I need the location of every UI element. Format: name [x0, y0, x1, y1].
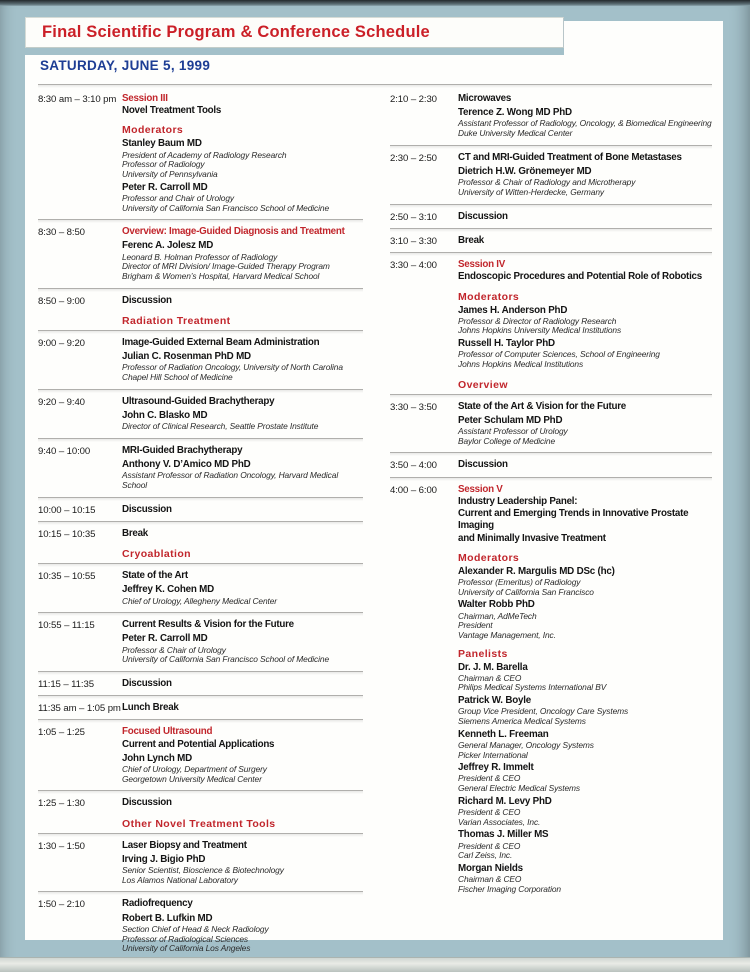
session-title: and Minimally Invasive Treatment — [458, 532, 606, 544]
speaker — [122, 584, 363, 606]
speaker — [458, 107, 712, 139]
time-range: 2:10 – 2:30 — [390, 94, 437, 105]
row-body — [122, 619, 363, 666]
time-range: 8:30 – 8:50 — [38, 227, 85, 239]
speaker-name: Ferenc A. Jolesz MD — [122, 240, 214, 252]
speaker-role: Los Alamos National Laboratory — [122, 874, 238, 885]
speaker-role: Varian Associates, Inc. — [458, 816, 541, 827]
time-range: 11:15 – 11:35 — [38, 678, 94, 690]
speaker-role: Professor & Director of Radiology Research — [458, 315, 617, 326]
time-range: 1:50 – 2:10 — [38, 899, 85, 911]
session-title-red: Session IV — [458, 259, 506, 271]
speaker-name: Russell H. Taylor PhD — [458, 338, 555, 350]
speaker-role: Chairman, AdMeTech — [458, 610, 537, 621]
speaker-role: University of Witten-Herdecke, Germany — [458, 186, 604, 197]
session-title: State of the Art — [122, 570, 188, 582]
schedule-block — [38, 438, 363, 497]
speaker — [458, 796, 712, 828]
speaker-role: Chief of Urology, Allegheny Medical Center — [122, 595, 278, 606]
row-body — [122, 226, 363, 282]
speaker-role: Assistant Professor of Urology — [458, 426, 568, 437]
time-range: 11:35 am – 1:05 pm — [38, 703, 121, 715]
speaker-role: Philips Medical Systems International BV — [458, 682, 607, 693]
schedule-row — [390, 481, 712, 901]
speaker-role: Chairman & CEO — [458, 672, 522, 683]
speaker-role: Vantage Management, Inc. — [458, 629, 556, 640]
speaker-role: University of California San Francisco School of Medicine — [122, 654, 330, 665]
time-range: 2:50 – 3:10 — [390, 211, 437, 223]
schedule-row — [390, 256, 712, 376]
section-heading: Cryoablation — [122, 548, 191, 561]
speaker-role: Professor & Chair of Radiology and Microtherapy — [458, 177, 636, 188]
speaker — [458, 729, 712, 761]
title-box — [25, 17, 564, 48]
row-body — [122, 570, 363, 607]
speaker-role: Assistant Professor of Radiology, Oncology, & Biomedical Engineering — [458, 118, 712, 129]
speaker-role: Georgetown University Medical Center — [122, 773, 262, 784]
speaker-name: Julian C. Rosenman PhD MD — [122, 351, 251, 363]
time-range: 1:30 – 1:50 — [38, 840, 85, 852]
session-title: Break — [458, 234, 484, 246]
time-range: 3:50 – 4:00 — [390, 460, 437, 472]
speaker-role: Senior Scientist, Bioscience & Biotechnology — [122, 865, 284, 876]
schedule-row — [38, 699, 363, 719]
speaker-role: President & CEO — [458, 806, 521, 817]
speaker-name: Stanley Baum MD — [122, 138, 202, 150]
row-body — [122, 678, 363, 690]
date-heading: SATURDAY, JUNE 5, 1999 — [40, 58, 211, 73]
schedule-block — [38, 389, 363, 438]
session-title: Break — [122, 527, 148, 539]
row-body — [458, 93, 712, 140]
speaker-name: Kenneth L. Freeman — [458, 728, 549, 740]
row-body — [122, 797, 363, 809]
schedule-block — [38, 818, 363, 892]
session-title: CT and MRI-Guided Treatment of Bone Metastases — [458, 151, 682, 163]
schedule-row — [38, 794, 363, 814]
schedule-block — [38, 315, 363, 389]
speaker-role: Duke University Medical Center — [458, 128, 573, 139]
page-title: Final Scientific Program & Conference Schedule — [42, 23, 430, 41]
schedule-column-left — [38, 90, 363, 960]
page-sheet-top-right — [564, 21, 723, 61]
speaker — [122, 913, 363, 954]
speaker-role: Leonard B. Holman Professor of Radiology — [122, 251, 278, 262]
time-range: 9:40 – 10:00 — [38, 445, 91, 457]
schedule-row — [38, 501, 363, 521]
speaker-role: University of California San Francisco School of Medicine — [122, 202, 330, 213]
session-title: Radiofrequency — [122, 898, 193, 910]
schedule-row — [38, 895, 363, 959]
session-title: Lunch Break — [122, 702, 179, 714]
session-title: Image-Guided External Beam Administration — [122, 336, 320, 348]
schedule-block — [38, 612, 363, 671]
time-range: 3:30 – 4:00 — [390, 260, 437, 272]
schedule-row — [38, 723, 363, 790]
schedule-row — [390, 208, 712, 228]
speaker-name: Patrick W. Boyle — [458, 695, 532, 707]
schedule-row — [390, 456, 712, 476]
speaker-name: Jeffrey K. Cohen MD — [122, 584, 215, 596]
schedule-block — [390, 90, 712, 145]
time-range: 8:50 – 9:00 — [38, 295, 85, 307]
time-range: 3:30 – 3:50 — [390, 401, 437, 413]
speaker-role: Professor & Chair of Urology — [122, 644, 226, 655]
schedule-row — [38, 567, 363, 612]
session-title: Novel Treatment Tools — [122, 105, 222, 117]
schedule-block — [38, 90, 363, 219]
speaker — [458, 599, 712, 640]
group-label: Moderators — [458, 290, 520, 303]
session-title: Discussion — [122, 677, 172, 689]
schedule-row — [38, 837, 363, 892]
speaker-role: University of Pennsylvania — [122, 169, 218, 180]
schedule-block — [38, 891, 363, 959]
session-title: Endoscopic Procedures and Potential Role of Robotics — [458, 271, 702, 283]
speaker-role: President & CEO — [458, 773, 521, 784]
speaker-role: University of California San Francisco — [458, 586, 594, 597]
speaker — [122, 240, 363, 281]
session-title: Discussion — [458, 210, 508, 222]
session-title: Current Results & Vision for the Future — [122, 619, 294, 631]
schedule-row — [38, 675, 363, 695]
speaker — [122, 410, 363, 432]
schedule-block — [38, 790, 363, 814]
speaker-role: Carl Zeiss, Inc. — [458, 850, 513, 861]
speaker-role: Chapel Hill School of Medicine — [122, 372, 233, 383]
speaker-name: Peter Schulam MD PhD — [458, 414, 563, 426]
schedule-block — [390, 204, 712, 228]
speaker-role: University of California Los Angeles — [122, 943, 251, 954]
date-rule-divider — [38, 84, 712, 88]
schedule-row — [38, 616, 363, 671]
speaker — [122, 138, 363, 179]
row-body — [458, 259, 712, 371]
schedule-row — [38, 442, 363, 497]
speaker-role: Chief of Urology, Department of Surgery — [122, 764, 267, 775]
session-title: Discussion — [122, 503, 172, 515]
schedule-row — [38, 393, 363, 438]
speaker-role: President — [458, 620, 493, 631]
row-body — [458, 484, 712, 896]
row-body — [458, 211, 712, 223]
time-range: 10:35 – 10:55 — [38, 571, 96, 583]
speaker-name: Robert B. Lufkin MD — [122, 912, 213, 924]
speaker — [458, 415, 712, 447]
speaker-name: Alexander R. Margulis MD DSc (hc) — [458, 565, 615, 577]
time-range: 3:10 – 3:30 — [390, 235, 437, 247]
schedule-block — [38, 671, 363, 695]
speaker-role: Brigham & Women’s Hospital, Harvard Medical School — [122, 271, 320, 281]
speaker-role: President & CEO — [458, 840, 521, 851]
time-range: 9:00 – 9:20 — [38, 337, 85, 349]
row-body — [458, 401, 712, 448]
schedule-block — [38, 497, 363, 521]
speaker-role: Professor of Radiological Sciences — [122, 933, 249, 944]
schedule-block — [390, 477, 712, 901]
time-range: 9:20 – 9:40 — [38, 396, 85, 408]
session-title: Discussion — [122, 797, 172, 809]
session-title: Discussion — [122, 294, 172, 306]
speaker-role: Assistant Professor of Radiation Oncology, Harvard Medical School — [122, 470, 339, 490]
speaker-role: Director of Clinical Research, Seattle Prostate Institute — [122, 421, 319, 432]
scan-top-edge — [0, 0, 750, 6]
schedule-row — [390, 232, 712, 252]
session-title: Industry Leadership Panel: — [458, 495, 578, 507]
section-heading: Other Novel Treatment Tools — [122, 817, 276, 830]
speaker-role: General Manager, Oncology Systems — [458, 739, 594, 750]
time-range: 4:00 – 6:00 — [390, 484, 437, 496]
schedule-row — [390, 398, 712, 453]
speaker — [458, 695, 712, 727]
speaker-name: Irving J. Bigio PhD — [122, 853, 206, 865]
time-range: 1:05 – 1:25 — [38, 727, 85, 739]
speaker-role: General Electric Medical Systems — [458, 783, 580, 794]
speaker-name: Walter Robb PhD — [458, 599, 535, 611]
speaker — [458, 863, 712, 895]
time-range: 8:30 am – 3:10 pm — [38, 94, 117, 105]
speaker-role: Group Vice President, Oncology Care Systems — [458, 706, 629, 717]
schedule-block — [38, 288, 363, 312]
speaker-role: Baylor College of Medicine — [458, 435, 556, 446]
row-body — [458, 459, 712, 471]
speaker-role: Section Chief of Head & Neck Radiology — [122, 923, 269, 934]
row-body — [458, 152, 712, 199]
speaker — [458, 762, 712, 794]
speaker — [458, 338, 712, 370]
row-body — [122, 726, 363, 785]
speaker — [458, 662, 712, 694]
speaker-role: Picker International — [458, 749, 528, 760]
row-body — [122, 504, 363, 516]
schedule-row — [38, 334, 363, 389]
schedule-block — [38, 521, 363, 545]
row-body — [122, 337, 363, 384]
time-range: 2:30 – 2:50 — [390, 152, 437, 164]
speaker — [458, 166, 712, 198]
group-label: Moderators — [122, 124, 184, 137]
schedule-row — [38, 223, 363, 287]
row-body — [122, 396, 363, 433]
session-title: Current and Potential Applications — [122, 738, 275, 750]
speaker-role: Siemens America Medical Systems — [458, 715, 586, 726]
speaker-name: Jeffrey R. Immelt — [458, 762, 534, 774]
speaker — [122, 351, 363, 383]
session-title: Current and Emerging Trends in Innovative Prostate Imaging — [458, 508, 689, 532]
session-title: Microwaves — [458, 93, 512, 104]
session-title-red: Overview: Image-Guided Diagnosis and Treatment — [122, 226, 345, 238]
speaker-name: James H. Anderson PhD — [458, 304, 568, 316]
schedule-row — [38, 525, 363, 545]
speaker-name: John Lynch MD — [122, 752, 192, 764]
schedule-block — [38, 719, 363, 790]
session-title: MRI-Guided Brachytherapy — [122, 444, 243, 456]
session-title-red: Session V — [458, 483, 503, 495]
session-title: Discussion — [458, 459, 508, 471]
session-title-red: Session III — [122, 93, 168, 104]
speaker-name: Dietrich H.W. Grönemeyer MD — [458, 166, 592, 178]
speaker — [458, 829, 712, 861]
speaker-name: Thomas J. Miller MS — [458, 829, 549, 841]
speaker — [458, 305, 712, 337]
schedule-block — [38, 695, 363, 719]
group-label: Moderators — [458, 551, 520, 564]
schedule-row — [390, 90, 712, 145]
schedule-block — [390, 379, 712, 453]
session-title: State of the Art & Vision for the Future — [458, 400, 626, 412]
speaker — [122, 753, 363, 785]
schedule-row — [38, 292, 363, 312]
speaker — [122, 854, 363, 886]
row-body — [122, 528, 363, 540]
row-body — [122, 93, 363, 214]
row-body — [122, 898, 363, 954]
schedule-block — [390, 228, 712, 252]
speaker-role: Director of MRI Division/ Image-Guided Therapy Program — [122, 261, 330, 272]
session-title-red: Focused Ultrasound — [122, 726, 213, 738]
speaker-name: Anthony V. D’Amico MD PhD — [122, 459, 251, 471]
speaker — [458, 566, 712, 598]
schedule-block — [38, 219, 363, 287]
speaker — [122, 182, 363, 214]
schedule-block — [38, 548, 363, 612]
time-range: 1:25 – 1:30 — [38, 798, 85, 810]
speaker-name: Peter R. Carroll MD — [122, 181, 208, 193]
speaker-role: Fischer Imaging Corporation — [458, 883, 561, 894]
speaker — [122, 459, 363, 491]
section-heading: Radiation Treatment — [122, 314, 231, 327]
row-body — [122, 445, 363, 492]
schedule-block — [390, 252, 712, 376]
speaker-role: Chairman & CEO — [458, 874, 522, 885]
row-body — [122, 702, 363, 714]
speaker-name: Richard M. Levy PhD — [458, 795, 552, 807]
section-heading: Overview — [458, 378, 508, 391]
speaker-name: John C. Blasko MD — [122, 409, 208, 421]
session-title: Ultrasound-Guided Brachytherapy — [122, 395, 275, 407]
speaker-role: Professor (Emeritus) of Radiology — [458, 577, 581, 588]
speaker-role: Professor of Radiology — [122, 159, 205, 170]
speaker-role: President of Academy of Radiology Research — [122, 149, 287, 160]
speaker-name: Dr. J. M. Barella — [458, 661, 528, 673]
time-range: 10:00 – 10:15 — [38, 504, 96, 516]
speaker — [122, 633, 363, 665]
session-title: Laser Biopsy and Treatment — [122, 839, 247, 851]
speaker-role: Johns Hopkins Medical Institutions — [458, 358, 584, 369]
speaker-role: Professor of Radiation Oncology, University of North Carolina — [122, 362, 343, 373]
row-body — [122, 840, 363, 887]
row-body — [458, 235, 712, 247]
schedule-row — [38, 90, 363, 219]
group-label: Panelists — [458, 647, 508, 660]
speaker-role: Johns Hopkins University Medical Institutions — [458, 325, 622, 336]
schedule-row — [390, 149, 712, 204]
speaker-name: Peter R. Carroll MD — [122, 633, 208, 645]
speaker-name: Morgan Nields — [458, 862, 523, 874]
schedule-block — [390, 145, 712, 204]
speaker-role: Professor and Chair of Urology — [122, 192, 234, 203]
schedule-column-right — [390, 90, 712, 900]
speaker-name: Terence Z. Wong MD PhD — [458, 107, 572, 119]
row-body — [122, 295, 363, 307]
time-range: 10:55 – 11:15 — [38, 620, 95, 632]
time-range: 10:15 – 10:35 — [38, 528, 96, 540]
speaker-role: Professor of Computer Sciences, School of Engineering — [458, 349, 660, 360]
schedule-block — [390, 452, 712, 476]
